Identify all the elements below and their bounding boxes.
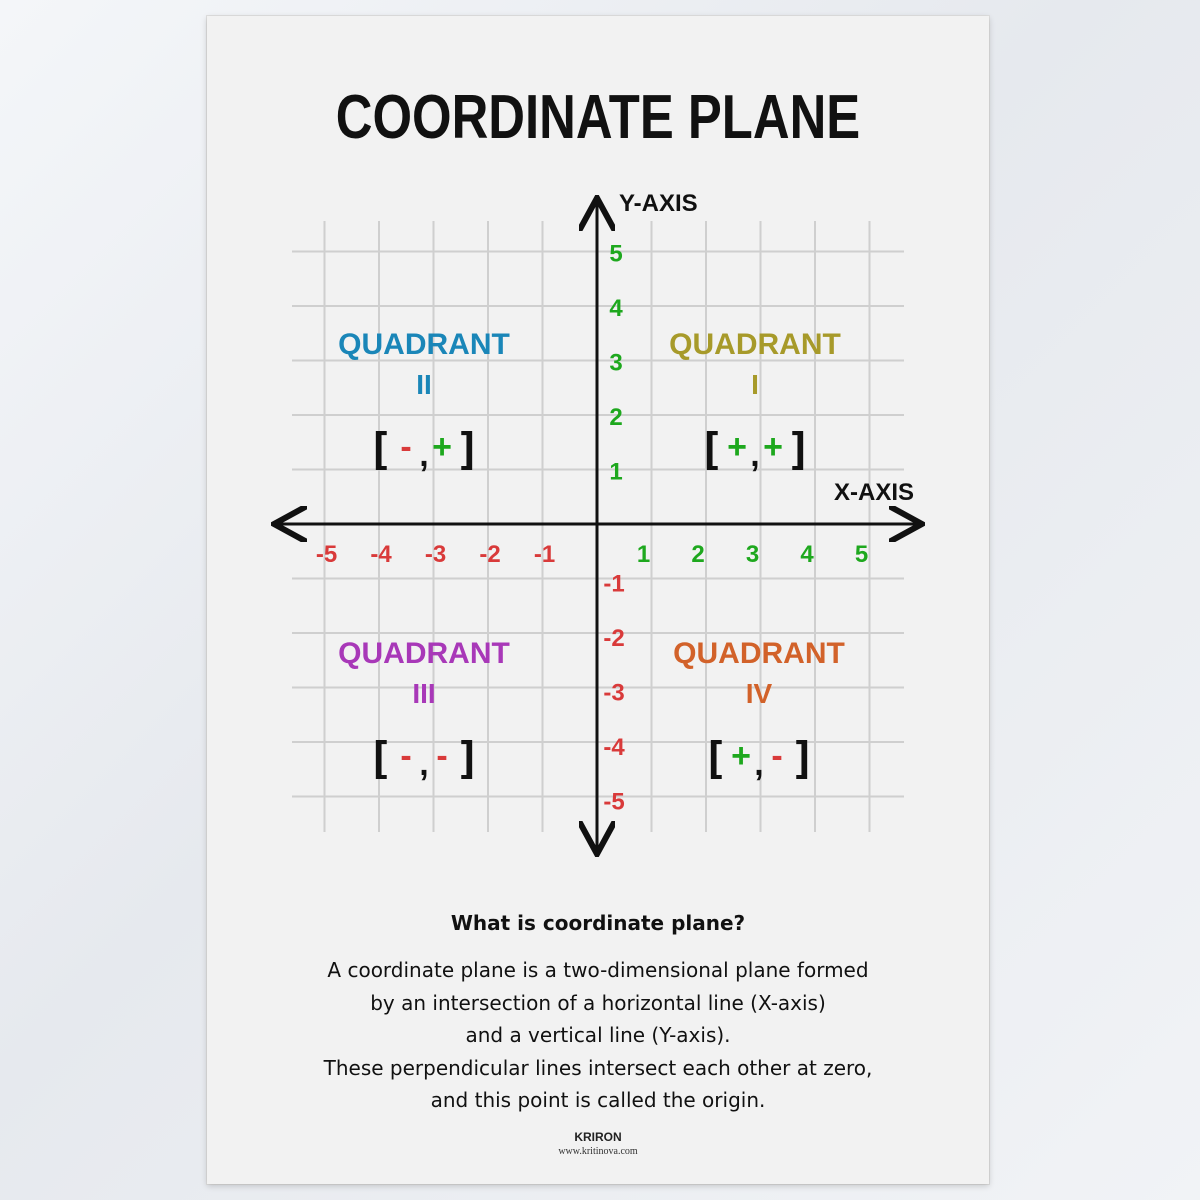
- x-tick-label: -5: [315, 541, 338, 568]
- brand-logo: KRIRON: [574, 1130, 622, 1144]
- quadrant-word: QUADRANT: [669, 328, 841, 361]
- y-tick-label: -3: [603, 679, 625, 707]
- y-tick-label: -4: [603, 734, 625, 761]
- poster: [207, 16, 989, 1184]
- sign-x: -: [400, 428, 412, 466]
- poster-title: COORDINATE PLANE: [335, 83, 861, 152]
- brand-site: www.kritinova.com: [558, 1146, 638, 1157]
- sign-y: -: [436, 737, 448, 775]
- y-tick-label: 5: [609, 240, 623, 268]
- sign-x: +: [731, 737, 751, 775]
- bracket-close: ]: [785, 424, 813, 475]
- explanation-line: A coordinate plane is a two-dimensional plane formed: [327, 958, 869, 982]
- sign-x: +: [727, 428, 747, 466]
- y-tick-label: -5: [603, 788, 625, 816]
- y-tick-label: 1: [609, 458, 623, 486]
- quadrant-labels: [338, 328, 845, 784]
- bracket-close: ]: [789, 733, 817, 784]
- quadrant-word: QUADRANT: [338, 637, 510, 670]
- quadrant-numeral: I: [751, 369, 759, 400]
- quadrant-iv: [673, 637, 845, 784]
- bracket-open: [: [701, 733, 729, 784]
- coordinate-plane-diagram: [207, 16, 989, 876]
- y-tick-label: 2: [609, 404, 623, 431]
- bracket-open: [: [366, 424, 394, 475]
- sign-y: -: [771, 737, 783, 775]
- x-axis-label: X-AXIS: [834, 479, 915, 506]
- quadrant-word: QUADRANT: [673, 637, 845, 670]
- x-tick-label: 2: [691, 541, 705, 568]
- y-tick-label: 4: [609, 295, 623, 322]
- x-tick-label: -3: [424, 541, 447, 568]
- bracket-close: ]: [454, 733, 482, 784]
- quadrant-ii: [338, 328, 510, 475]
- x-tick-label: -1: [533, 541, 556, 568]
- explanation-body: [247, 954, 949, 1117]
- x-tick-label: -2: [479, 541, 501, 568]
- comma: ,: [419, 745, 429, 783]
- y-axis-label: Y-AXIS: [619, 190, 698, 217]
- explanation-line: and this point is called the origin.: [430, 1088, 766, 1112]
- explanation-line: These perpendicular lines intersect each other at zero,: [323, 1055, 873, 1080]
- bracket-open: [: [366, 733, 394, 784]
- tick-labels: [316, 241, 868, 816]
- x-tick-label: 1: [636, 541, 651, 568]
- bracket-open: [: [697, 424, 725, 475]
- sign-y: +: [763, 428, 783, 466]
- comma: ,: [750, 436, 760, 474]
- comma: ,: [754, 745, 764, 783]
- y-tick-label: -2: [603, 625, 625, 652]
- x-tick-label: 5: [854, 541, 869, 568]
- quadrant-word: QUADRANT: [338, 328, 510, 361]
- x-tick-label: -4: [370, 541, 392, 568]
- quadrant-numeral: IV: [745, 678, 773, 709]
- explanation-line: by an intersection of a horizontal line (X-axis): [370, 990, 826, 1015]
- y-tick-label: 3: [609, 349, 623, 377]
- sign-y: +: [432, 428, 452, 466]
- explanation-line: and a vertical line (Y-axis).: [465, 1023, 731, 1047]
- explanation-heading: What is coordinate plane?: [450, 911, 746, 935]
- y-tick-label: -1: [603, 570, 625, 598]
- sign-x: -: [400, 737, 412, 775]
- bracket-close: ]: [454, 424, 482, 475]
- quadrant-numeral: III: [412, 678, 436, 709]
- quadrant-iii: [338, 637, 510, 784]
- x-tick-label: 4: [800, 541, 814, 568]
- comma: ,: [419, 436, 429, 474]
- quadrant-numeral: II: [416, 369, 432, 400]
- x-tick-label: 3: [745, 541, 760, 568]
